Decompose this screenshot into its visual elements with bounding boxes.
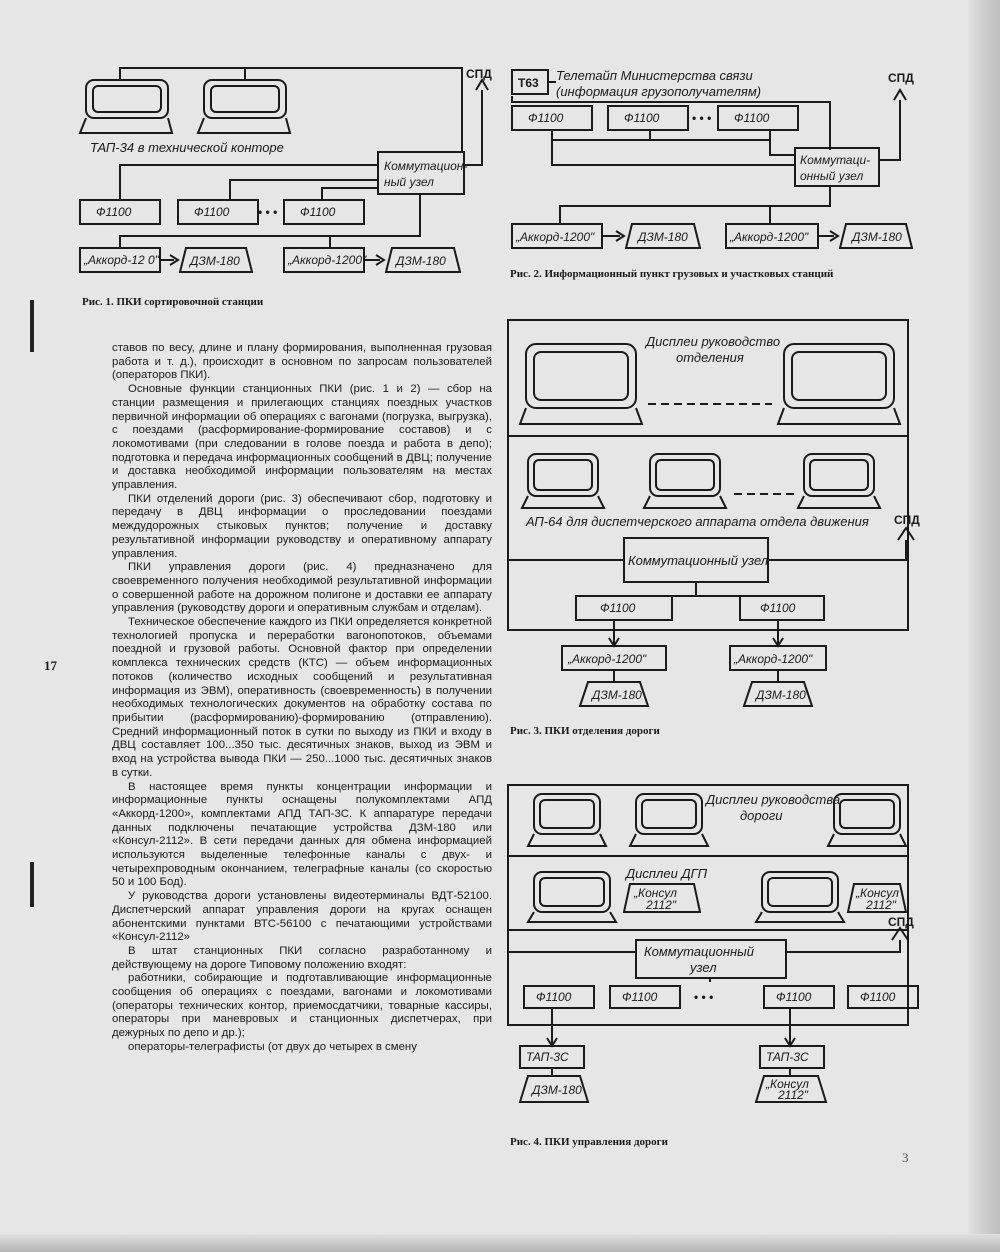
fig3-f1100-label: Ф1100	[600, 601, 636, 615]
fig3-switch-label: Коммутационный узел	[628, 553, 769, 568]
fig3-akkord-label: „Аккорд-1200"	[734, 652, 813, 666]
fig4-printer-label: ДЗМ-180	[532, 1083, 582, 1097]
fig3-printer-label: ДЗМ-180	[756, 688, 806, 702]
fig2-switch-label-line1: Коммутаци-	[800, 153, 871, 167]
paragraph: ПКИ управления дороги (рис. 4) предназначено для своевременного получения необходимой результативной информации о совершенной работе на дорожном полигоне и доставки ее аппарату управления (руководству дороги и оперативным службам и отделам).	[112, 561, 492, 615]
paragraph: работники, собирающие и подготавливающие информационные сообщения об операциях с поездами, вагонами и локомотивами (операторы технических контор, приемосдатчики, товарные кассиры, операторы при маневровых и станционных диспетчерах, при дежурных по депо и др.);	[112, 972, 492, 1040]
fig4-tap3s-label: ТАП-3С	[766, 1050, 809, 1064]
fig1-ellipsis: • • •	[258, 205, 278, 219]
fig4-konsul-label: 2112"	[646, 898, 677, 912]
fig1-printer-label: ДЗМ-180	[190, 254, 240, 268]
fig2-t63-label: Т63	[518, 76, 539, 90]
fig3-printer-label: ДЗМ-180	[592, 688, 642, 702]
fig4-konsul-label: „Консул	[766, 1077, 809, 1091]
fig4-konsul-label: „Консул	[634, 886, 677, 900]
fig4-dgp-display	[528, 872, 616, 922]
fig4-tap3s-label: ТАП-3С	[526, 1050, 569, 1064]
fig4-f1100-label: Ф1100	[622, 990, 658, 1004]
fig4-konsul-label: 2112"	[778, 1088, 809, 1102]
fig3-displays-sublabel: отделения	[676, 350, 744, 365]
margin-mark: 17	[44, 658, 57, 673]
fig4-spd-label: СПД	[888, 915, 914, 929]
fig2-akkord-label: „Аккорд-1200"	[516, 230, 595, 244]
fig1-printer-label: ДЗМ-180	[396, 254, 446, 268]
fig2-f1100-label: Ф1100	[528, 111, 564, 125]
fig4-switch-label-line2: узел	[690, 960, 717, 975]
fig4-ellipsis: • • •	[694, 990, 714, 1004]
fig2-akkord-label: „Аккорд-1200"	[730, 230, 809, 244]
fig4-konsul-label: 2112"	[866, 898, 897, 912]
fig2-caption: Рис. 2. Информационный пункт грузовых и участковых станций	[510, 268, 834, 280]
fig4-dgp-label: Дисплеи ДГП	[626, 866, 708, 881]
fig4-displays-label: Дисплеи руководства	[706, 792, 841, 807]
fig1-terminals-label: ТАП-34 в технической конторе	[90, 140, 284, 155]
fig3-akkord-label: „Аккорд-1200"	[568, 652, 647, 666]
paragraph: ПКИ отделений дороги (рис. 3) обеспечивают сбор, подготовку и передачу в ДВЦ информации о проследовании поездами междудорожных стыковых пунктов; получение и доставку результативной информации руководству и оперативному аппарату управления.	[112, 492, 492, 560]
paragraph: ставов по весу, длине и плану формирования, выполненная грузовая работа и т. д.), происходит в основном по запросам пользователей (операторов ПКИ).	[112, 342, 492, 382]
paragraph: У руководства дороги установлены видеотерминалы ВДТ-52100. Диспетчерский аппарат управления дороги на кругах оснащен абонентскими пунктами ВТС-56100 с печатающими устройствами «Консул-2112»	[112, 890, 492, 944]
fig4-f1100-label: Ф1100	[860, 990, 896, 1004]
fig3-caption: Рис. 3. ПКИ отделения дороги	[510, 725, 660, 737]
fig4-display	[630, 794, 708, 846]
fig4-f1100-label: Ф1100	[776, 990, 812, 1004]
fig1-caption: Рис. 1. ПКИ сортировочной станции	[82, 296, 264, 308]
fig4-dgp-display	[756, 872, 844, 922]
fig4-switch-label-line1: Коммутационный	[644, 944, 754, 959]
fig4-f1100-label: Ф1100	[536, 990, 572, 1004]
fig2-f1100-label: Ф1100	[734, 111, 770, 125]
fig1-akkord-label: „Аккорд-1200"	[288, 253, 367, 267]
page-number: 3	[902, 1150, 909, 1165]
fig2-teletype-subtitle: (информация грузополучателям)	[556, 84, 762, 99]
fig2-printer-label: ДЗМ-180	[638, 230, 688, 244]
fig2-f1100-label: Ф1100	[624, 111, 660, 125]
fig1-akkord-label: „Аккорд-12 0"	[84, 253, 159, 267]
paragraph: В настоящее время пункты концентрации информации и информационные пункты оснащены полукомплектами АПД «Аккорд-1200», комплектами АПД ТАП-3С. К аппаратуре передачи данных подключены печатающие устройства ДЗМ-180 или «Консул-2112». В сети передачи данных для обмена информацией используются выделенные телефонные каналы с двух- и четырехпроводным окончанием, телеграфные каналы (со скоростью 50 и 100 Бод).	[112, 780, 492, 889]
fig2-switch-label-line2: онный узел	[800, 169, 864, 183]
fig3-f1100-label: Ф1100	[760, 601, 796, 615]
fig3-spd-label: СПД	[894, 513, 920, 527]
article-body	[112, 342, 492, 1055]
fig1-f1100-label: Ф1100	[194, 205, 230, 219]
fig1-switch-label-line2: ный узел	[384, 175, 434, 189]
paragraph: Основные функции станционных ПКИ (рис. 1 и 2) — сбор на станции размещения и прилегающих станциях поездных участков первичной информации об операциях с вагонами (погрузка, выгрузка), с поездами (расформирование-формирование составов) и с локомотивами (при следовании в голове поезда и работа в депо); подготовка и передача информационных сообщений в ДВЦ; получение и доставка необходимой информации пользователям на местах управления.	[112, 383, 492, 492]
fig3-displays-label: Дисплеи руководство	[646, 334, 781, 349]
fig4-konsul-label: „Консул	[856, 886, 899, 900]
fig4-display	[528, 794, 606, 846]
fig4-displays-sublabel: дороги	[740, 808, 783, 823]
fig1-spd-label: СПД	[466, 67, 492, 81]
fig3-ap64-label: АП-64 для диспетчерского аппарата отдела движения	[526, 514, 869, 529]
fig4-caption: Рис. 4. ПКИ управления дороги	[510, 1136, 668, 1148]
fig2-printer-label: ДЗМ-180	[852, 230, 902, 244]
fig2-spd-label: СПД	[888, 71, 914, 85]
fig1-f1100-label: Ф1100	[300, 205, 336, 219]
fig2-teletype-label: Телетайп Министерства связи	[556, 68, 753, 83]
fig2-ellipsis: • • •	[692, 111, 712, 125]
paragraph: операторы-телеграфисты (от двух до четырех в смену	[128, 1040, 417, 1053]
paragraph: Техническое обеспечение каждого из ПКИ определяется конкретной технологией пропуска и переработки вагонопотоков, объемами поездной и грузовой работы. Основной фактор при определении комплекса технических средств (КТС) — объем информационных потоков (количество исходных сообщений и результативная информация из ЭВМ), оперативность (своевременность) в получении необходимых технологических документов на обработку состава по прибытии (расформированию)-формированию (отправлению). Средний информационный поток в сутки по выходу из ПКИ и входу в ДВЦ составляет 100...350 тыс. десятичных знаков, выход из ЭВМ и вход на устройства вывода ПКИ — 250...1000 тыс. десятичных знаков в сутки.	[112, 616, 492, 779]
fig1-switch-label-line1: Коммутацион-	[384, 159, 468, 173]
paragraph: В штат станционных ПКИ согласно разработанному и действующему на дороге Типовому положению входят:	[112, 944, 492, 971]
fig1-f1100-label: Ф1100	[96, 205, 132, 219]
